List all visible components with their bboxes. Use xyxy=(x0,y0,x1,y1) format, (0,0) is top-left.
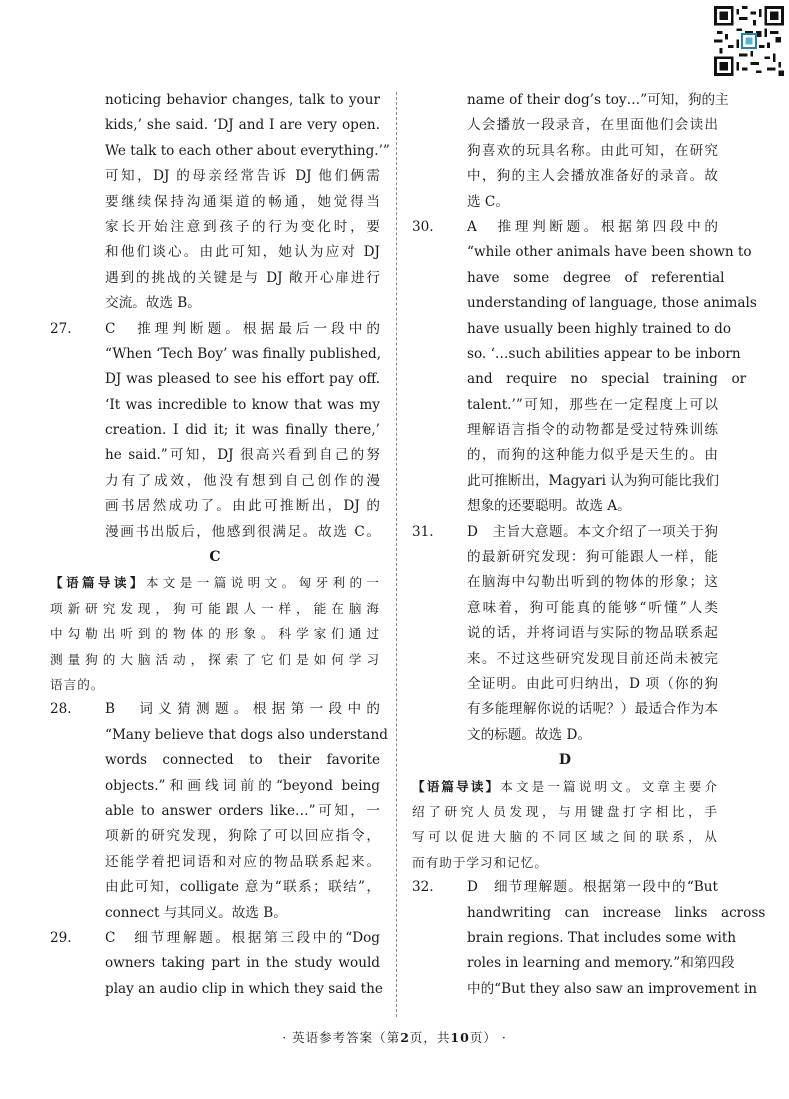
answer-text-line: 画书居然成功了。由此可推断出，DJ 的 xyxy=(105,498,380,515)
answer-text-line: 力有了成效，他没有想到自己创作的漫 xyxy=(105,472,380,489)
footer-page-mid: 页，共 xyxy=(409,1030,451,1045)
passage-guide-line xyxy=(50,570,380,595)
answer-text-line: 漫画书出版后，他感到很满足。故选 C。 xyxy=(105,523,380,540)
passage-guide-line: 绍了研究人员发现，与用键盘打字相比，手 xyxy=(412,803,718,819)
passage-guide-line: 写可以促进大脑的不同区域之间的联系，从 xyxy=(412,829,718,845)
answer-text-line: 可知，DJ 的母亲经常告诉 DJ 他们俩需 xyxy=(105,168,380,185)
answer-text-line: 有多能理解你说的话呢？）最适合作为本 xyxy=(467,701,718,718)
answer-text-line: We talk to each other about everything.’” xyxy=(105,142,390,159)
answer-text-line: noticing behavior changes, talk to your xyxy=(105,92,380,108)
answer-text-line: 想象的还要聪明。故选 A。 xyxy=(467,498,631,515)
footer-page-prefix: （第 xyxy=(373,1030,401,1045)
answer-text-line: creation. I did it; it was finally there,’ xyxy=(105,422,380,439)
answer-text-line: 狗喜欢的玩具名称。由此可知，在研究 xyxy=(467,142,718,159)
answer-text-line: brain regions. That includes some with xyxy=(467,929,737,946)
answer-text-line: 在脑海中勾勒出听到的物体的形象；这 xyxy=(467,574,718,591)
answer-text-line: connect 与其同义。故选 B。 xyxy=(105,904,287,921)
left-column xyxy=(50,88,390,1002)
answer-item-line xyxy=(50,926,380,951)
answer-text-line: so. ‘…such abilities appear to be inborn xyxy=(467,345,741,362)
answer-text-line: owners taking part in the study would xyxy=(105,955,380,972)
answer-text-line: have usually been highly trained to do xyxy=(467,320,732,337)
footer-bullet: · xyxy=(501,1030,507,1045)
answer-text-line: kids,’ she said. ‘DJ and I are very open. xyxy=(105,117,380,134)
answer-text-line: 中的“But they also saw an improvement in xyxy=(467,980,758,997)
footer-page-suffix: 页） xyxy=(469,1030,497,1045)
answer-text-line: roles in learning and memory.”和第四段 xyxy=(467,955,735,972)
section-heading: D xyxy=(558,752,572,769)
answer-text-line: play an audio clip in which they said the xyxy=(105,980,383,997)
answer-text-line: “When ‘Tech Boy’ was finally published, xyxy=(105,345,382,362)
page-footer xyxy=(0,1028,789,1048)
answer-text: D 细节理解题。根据第一段中的“But xyxy=(467,879,718,896)
answer-text: D 主旨大意题。本文介绍了一项关于狗 xyxy=(467,523,718,540)
answer-text-line: 文的标题。故选 D。 xyxy=(467,726,591,743)
question-number: 29. xyxy=(50,929,72,946)
answer-text-line: 家长开始注意到孩子的行为变化时，要 xyxy=(105,218,380,235)
answer-text-line: objects.”和画线词前的“beyond being xyxy=(105,777,380,794)
answer-item-line xyxy=(50,697,380,722)
answer-item-line xyxy=(412,875,718,900)
passage-guide-label: 【语篇导读】 xyxy=(50,575,146,591)
answer-text-line: DJ was pleased to see his effort pay off. xyxy=(105,371,380,388)
passage-guide-text: 本文是一篇说明文。匈牙利的一 xyxy=(145,575,380,591)
footer-page-total: 10 xyxy=(450,1030,470,1045)
footer-page-current: 2 xyxy=(400,1030,410,1045)
answer-text-line: ‘It was incredible to know that was my xyxy=(105,396,380,413)
answer-text-line: “Many believe that dogs also understand xyxy=(105,726,388,743)
answer-text-line: and require no special training or xyxy=(467,371,747,388)
answer-text-line: 人会播放一段录音，在里面他们会读出 xyxy=(467,117,718,134)
right-column xyxy=(412,88,766,1002)
answer-text-line: 的，而狗的这种能力似乎是天生的。由 xyxy=(467,447,718,464)
answer-text-line: 项新的研究发现，狗除了可以回应指令， xyxy=(105,828,380,845)
answer-text: C 推理判断题。根据最后一段中的 xyxy=(105,320,380,337)
answer-text-line: talent.’”可知，那些在一定程度上可以 xyxy=(467,396,718,413)
answer-text: C 细节理解题。根据第三段中的“Dog xyxy=(105,929,380,946)
answer-text-line: able to answer orders like…”可知，一 xyxy=(105,802,380,819)
passage-guide-line: 语言的。 xyxy=(50,676,105,692)
answer-text-line: 理解语言指令的动物都是受过特殊训练 xyxy=(467,422,718,439)
answer-text-line: 要继续保持沟通渠道的畅通，她觉得当 xyxy=(105,193,380,210)
qr-code-icon xyxy=(714,6,784,76)
answer-text-line: have some degree of referential xyxy=(467,269,725,286)
question-number: 32. xyxy=(412,879,434,896)
answer-text-line: he said.”可知，DJ 很高兴看到自己的努 xyxy=(105,447,380,464)
answer-text-line: 交流。故选 B。 xyxy=(105,295,201,312)
passage-guide-text: 本文是一篇说明文。文章主要介 xyxy=(500,778,719,794)
answer-item-line xyxy=(412,520,718,545)
question-number: 31. xyxy=(412,523,434,540)
answer-text-line: words connected to their favorite xyxy=(105,752,380,769)
answer-text-line: “while other animals have been shown to xyxy=(467,244,752,261)
answer-item-line xyxy=(50,317,380,342)
column-divider xyxy=(396,92,397,1017)
answer-text-line: 由此可知，colligate 意为“联系；联结”， xyxy=(105,879,380,896)
answer-text-line: name of their dog’s toy…”可知，狗的主 xyxy=(467,92,729,108)
answer-text: A 推理判断题。根据第四段中的 xyxy=(467,218,718,235)
question-number: 28. xyxy=(50,701,72,718)
answer-text-line: 全证明。由此可归纳出，D 项（你的狗 xyxy=(467,675,718,692)
answer-text-line: 中，狗的主人会播放准备好的录音。故 xyxy=(467,168,718,185)
answer-text-line: 说的话，并将词语与实际的物品联系起 xyxy=(467,625,718,642)
footer-bullet: · xyxy=(282,1030,288,1045)
answer-text-line: 和他们谈心。由此可知，她认为应对 DJ xyxy=(105,244,380,261)
answer-text-line: understanding of language, those animals xyxy=(467,295,757,312)
passage-guide-label: 【语篇导读】 xyxy=(412,778,501,794)
answer-text-line: 还能学着把词语和对应的物品联系起来。 xyxy=(105,853,380,870)
answer-text-line: 的最新研究发现：狗可能跟人一样，能 xyxy=(467,549,718,566)
answer-text-line: 遇到的挑战的关键是与 DJ 敞开心扉进行 xyxy=(105,269,380,286)
answer-text-line: 意味着，狗可能真的能够“听懂”人类 xyxy=(467,599,718,616)
passage-guide-line xyxy=(412,774,718,799)
answer-text: B 词义猜测题。根据第一段中的 xyxy=(105,701,380,718)
passage-guide-line: 测量狗的大脑活动，探索了它们是如何学习 xyxy=(50,651,380,667)
passage-guide-line: 中勾勒出听到的物体的形象。科学家们通过 xyxy=(50,626,380,642)
answer-text-line: 选 C。 xyxy=(467,193,509,210)
footer-label: 英语参考答案 xyxy=(292,1030,374,1045)
passage-guide-line: 而有助于学习和记忆。 xyxy=(412,854,548,870)
answer-text-line: handwriting can increase links across xyxy=(467,904,766,921)
answer-text-line: 此可推断出，Magyari 认为狗可能比我们 xyxy=(467,472,719,489)
passage-guide-line: 项新研究发现，狗可能跟人一样，能在脑海 xyxy=(50,600,380,616)
question-number: 27. xyxy=(50,320,72,337)
answer-text-line: 来。不过这些研究发现目前还尚未被完 xyxy=(467,650,718,667)
question-number: 30. xyxy=(412,218,434,235)
section-heading: C xyxy=(209,549,221,566)
answer-item-line xyxy=(412,215,718,240)
